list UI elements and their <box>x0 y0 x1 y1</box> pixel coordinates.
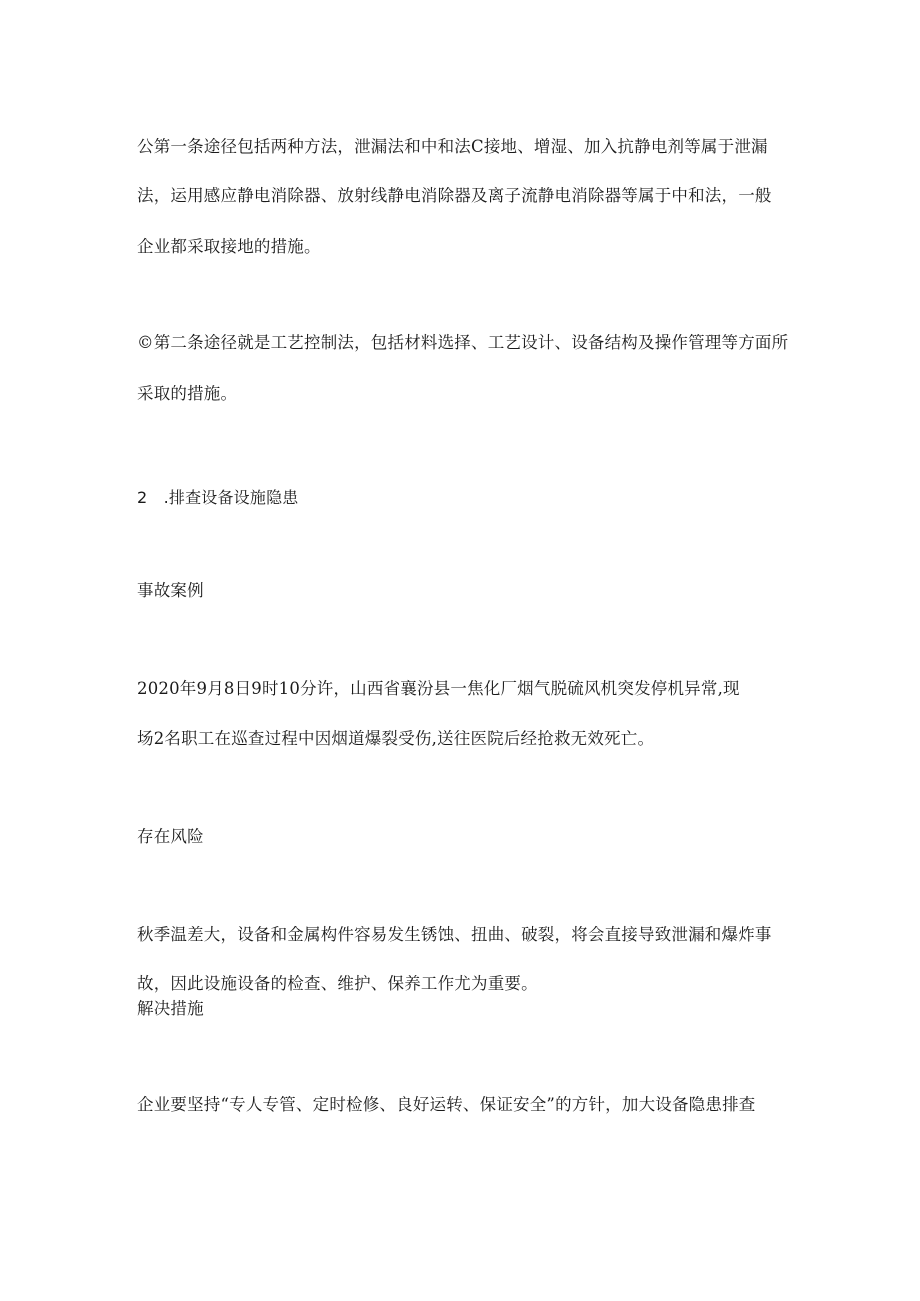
accident-case-heading: 事故案例 <box>137 581 204 600</box>
paragraph-2-line-1: ©第二条途径就是工艺控制法，包括材料选择、工艺设计、设备结构及操作管理等方面所 <box>137 333 789 352</box>
paragraph-1-line-3: 企业都采取接地的措施。 <box>137 237 321 256</box>
paragraph-2-line-2: 采取的措施。 <box>137 384 238 403</box>
paragraph-1-line-2: 法，运用感应静电消除器、放射线静电消除器及离子流静电消除器等属于中和法，一般 <box>137 186 772 205</box>
solution-text-line-1: 企业要坚持“专人专管、定时检修、良好运转、保证安全”的方针，加大设备隐患排查 <box>137 1095 756 1114</box>
section-2-heading: 2 .排查设备设施隐患 <box>137 488 299 507</box>
risk-text-line-1: 秋季温差大，设备和金属构件容易发生锈蚀、扭曲、破裂，将会直接导致泄漏和爆炸事 <box>137 925 772 944</box>
accident-text-line-1: 2020年9月8日9时10分许，山西省襄汾县一焦化厂烟气脱硫风机突发停机异常,现 <box>137 679 740 698</box>
risk-text-line-2: 故，因此设施设备的检查、维护、保养工作尤为重要。 <box>137 974 538 993</box>
risk-heading: 存在风险 <box>137 827 204 846</box>
paragraph-1-line-1: 公第一条途径包括两种方法，泄漏法和中和法C接地、增湿、加入抗静电剂等属于泄漏 <box>137 137 768 156</box>
solution-heading: 解决措施 <box>137 999 204 1018</box>
accident-text-line-2: 场2名职工在巡查过程中因烟道爆裂受伤,送往医院后经抢救无效死亡。 <box>137 729 655 748</box>
